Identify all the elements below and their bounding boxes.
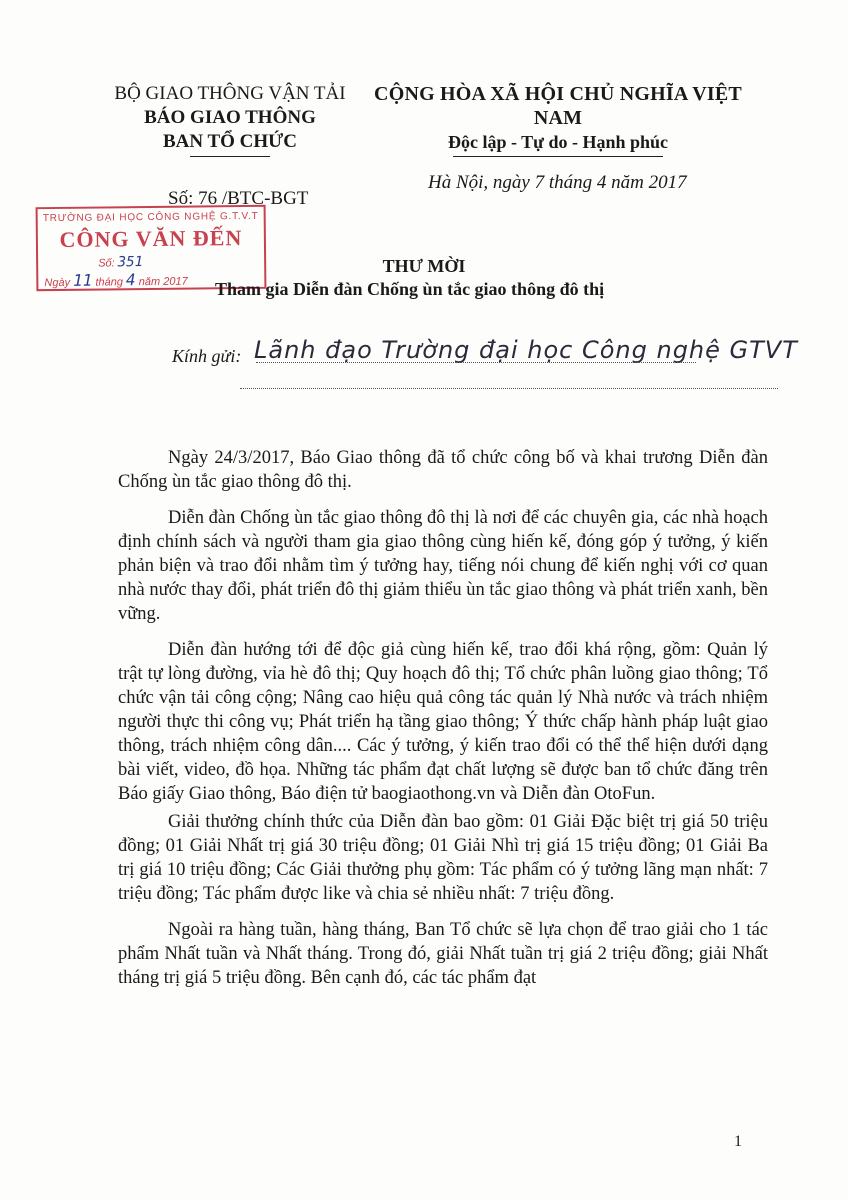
committee-name: BAN TỔ CHỨC (162, 131, 298, 152)
national-header (358, 82, 758, 157)
motto-underline (453, 156, 663, 157)
stamp-number-value: 351 (117, 254, 144, 271)
stamp-year-label: năm 2017 (138, 275, 188, 289)
recipient-dotted-line-2 (240, 388, 778, 389)
document-title: THƯ MỜI (382, 256, 466, 276)
date-line: Hà Nội, ngày 7 tháng 4 năm 2017 (428, 172, 687, 193)
paragraph: Ngày 24/3/2017, Báo Giao thông đã tổ chức công bố và khai trương Diễn đàn Chống ùn tắc giao thông đô thị. (118, 448, 768, 492)
paragraph: Diễn đàn Chống ùn tắc giao thông đô thị là nơi để các chuyên gia, các nhà hoạch định chính sách và người tham gia giao thông cùng hiến kế, đóng góp ý tưởng, ý kiến phản biện và trao đổi nhằm tìm ý tưởng hay, tiếng nói chung để kiến nghị với cơ quan nhà nước thay đổi, phát triển đô thị giảm thiểu ùn tắc giao thông và phát triển xanh, bền vững. (118, 508, 768, 624)
paragraph: Ngoài ra hàng tuần, hàng tháng, Ban Tổ chức sẽ lựa chọn để trao giải cho 1 tác phẩm Nhất tuần và Nhất tháng. Trong đó, giải Nhất tuần trị giá 2 triệu đồng; giải Nhất tháng trị giá 5 triệu đồng. Bên cạnh đó, các tác phẩm đạt (118, 920, 768, 988)
stamp-month-label: tháng (95, 276, 124, 289)
document-subtitle: Tham gia Diễn đàn Chống ùn tắc giao thông đô thị (215, 279, 605, 299)
nation-name: CỘNG HÒA XÃ HỘI CHỦ NGHĨA VIỆT NAM (374, 83, 742, 129)
national-motto: Độc lập - Tự do - Hạnh phúc (447, 132, 669, 152)
document-number: Số: 76 /BTC-BGT (168, 188, 309, 209)
greeting-recipient: Lãnh đạo Trường đại học Công nghệ GTVT (254, 336, 798, 364)
recipient-dotted-line (256, 362, 696, 363)
page-number: 1 (734, 1133, 742, 1150)
stamp-month-value: 4 (125, 270, 136, 290)
issuer-underline (190, 156, 270, 157)
stamp-day-value: 11 (72, 270, 93, 290)
stamp-title: CÔNG VĂN ĐẾN (59, 225, 243, 252)
paragraph: Giải thưởng chính thức của Diễn đàn bao gồm: 01 Giải Đặc biệt trị giá 50 triệu đồng; 01 Giải Nhất trị giá 30 triệu đồng; 01 Giải Nhì trị giá 15 triệu đồng; 01 Giải Ba trị giá 10 triệu đồng; Các Giải thưởng phụ gồm: Tác phẩm có ý tưởng lãng mạn nhất: 7 triệu đồng; Tác phẩm được like và chia sẻ nhiều nhất: 7 triệu đồng. (118, 812, 768, 904)
issuer-block (100, 82, 360, 157)
greeting-label: Kính gửi: (172, 346, 242, 366)
stamp-organization: TRƯỜNG ĐẠI HỌC CÔNG NGHỆ G.T.V.T (42, 210, 259, 225)
stamp-day-label: Ngày (44, 276, 71, 290)
newspaper-name: BÁO GIAO THÔNG (144, 107, 316, 128)
paragraph: Diễn đàn hướng tới để độc giả cùng hiến kế, trao đổi khá rộng, gồm: Quản lý trật tự lòng đường, vỉa hè đô thị; Quy hoạch đô thị; Tổ chức phân luồng giao thông; Tổ chức vận tải công cộng; Nâng cao hiệu quả công tác quản lý Nhà nước và trách nhiệm người thực thi công vụ; Phát triển hạ tầng giao thông; Ý thức chấp hành pháp luật giao thông, trách nhiệm công dân.... Các ý tưởng, ý kiến trao đổi có thể thể hiện dưới dạng bài viết, video, đồ họa. Những tác phẩm đạt chất lượng sẽ được ban tổ chức đăng trên Báo giấy Giao thông, Báo điện tử baogiaothong.vn và Diễn đàn OtoFun. (118, 640, 768, 804)
ministry-name: BỘ GIAO THÔNG VẬN TẢI (114, 83, 346, 104)
letter-body (118, 446, 768, 1002)
stamp-number-label: Số: (98, 257, 115, 270)
